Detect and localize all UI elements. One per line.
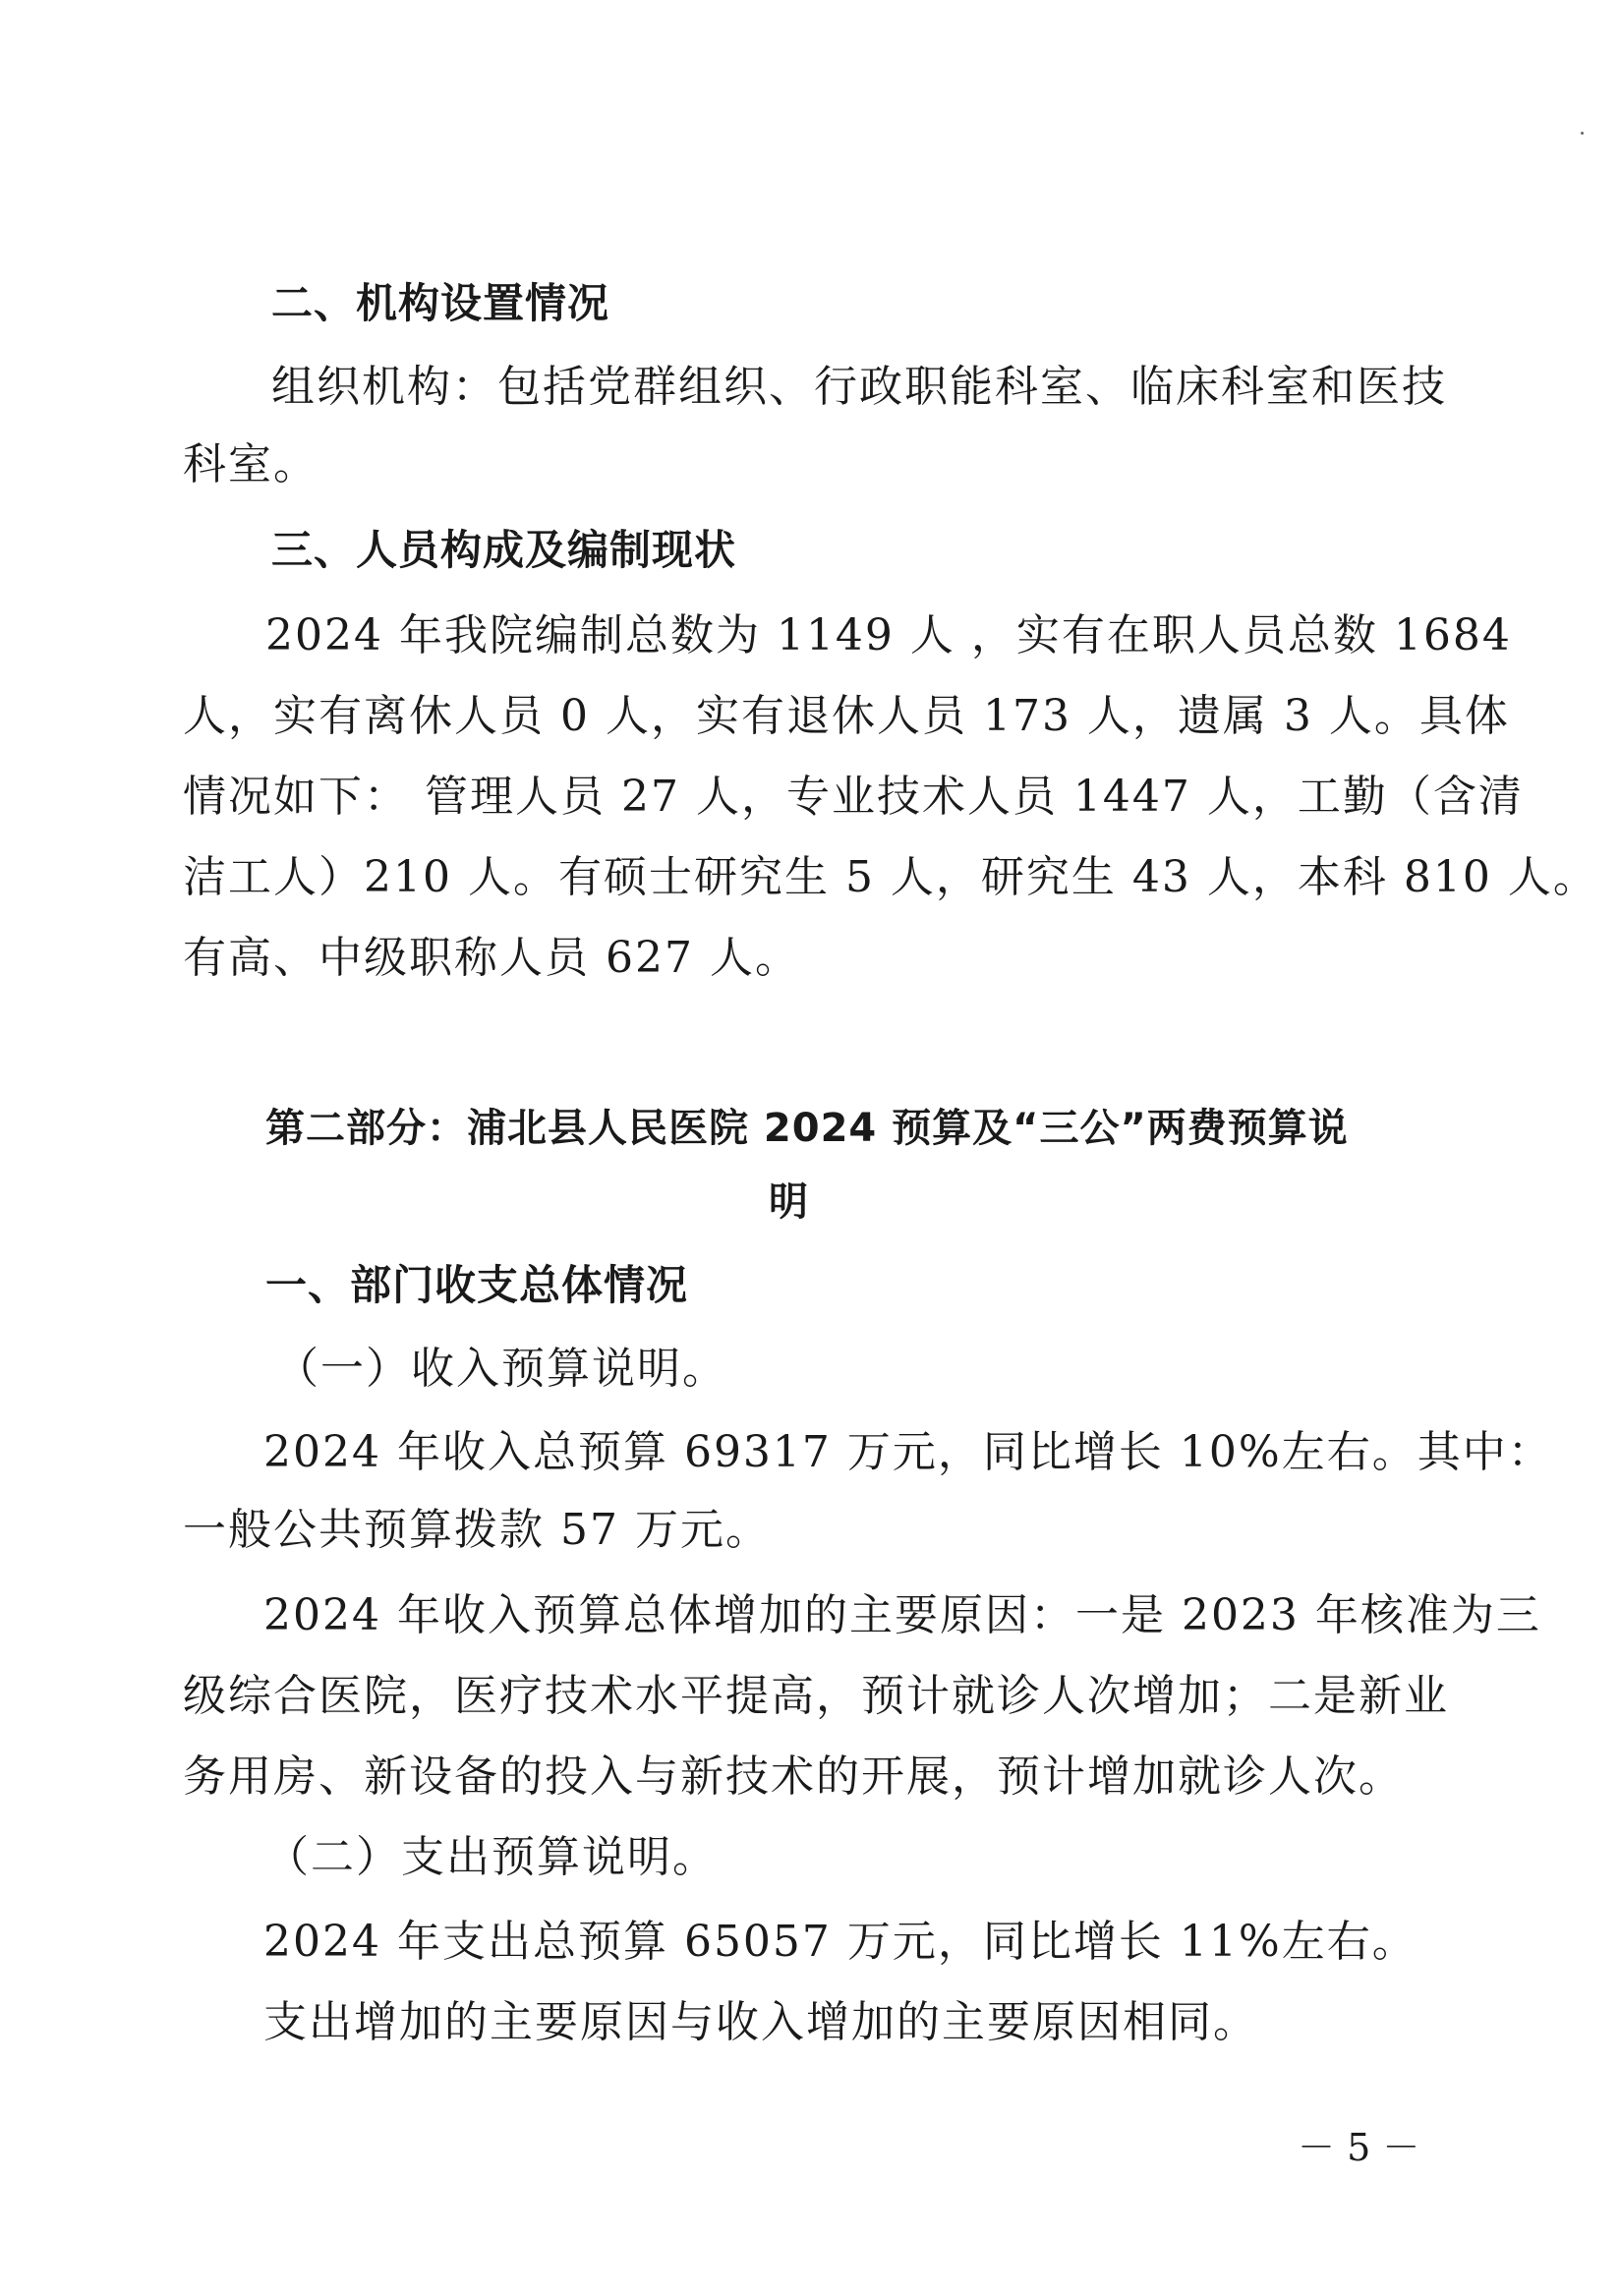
paragraph-line: 2024 年支出总预算 65057 万元，同比增长 11%左右。 <box>263 1917 1418 1967</box>
paragraph-line: 情况如下： 管理人员 27 人，专业技术人员 1447 人，工勤（含清 <box>183 772 1524 822</box>
scan-speck <box>1581 132 1584 135</box>
part-title-continuation: 明 <box>769 1179 809 1225</box>
paragraph-line: 2024 年收入预算总体增加的主要原因：一是 2023 年核准为三 <box>263 1590 1541 1640</box>
section-heading-overall: 一、部门收支总体情况 <box>265 1261 689 1309</box>
part-title: 第二部分：浦北县人民医院 2024 预算及“三公”两费预算说 <box>265 1106 1349 1151</box>
paragraph-line: 组织机构：包括党群组织、行政职能科室、临床科室和医技 <box>271 362 1447 412</box>
paragraph-line: 人，实有离休人员 0 人，实有退休人员 173 人，遗属 3 人。具体 <box>183 691 1510 741</box>
section-heading-staffing: 三、人员构成及编制现状 <box>271 526 737 574</box>
paragraph-line: 有高、中级职称人员 627 人。 <box>183 933 800 983</box>
paragraph-line: 2024 年收入总预算 69317 万元，同比增长 10%左右。其中： <box>263 1427 1553 1477</box>
subheading-income: （一）收入预算说明。 <box>275 1344 727 1394</box>
paragraph-line: 级综合医院，医疗技术水平提高，预计就诊人次增加；二是新业 <box>183 1671 1449 1721</box>
paragraph-line: 洁工人）210 人。有硕士研究生 5 人，研究生 43 人，本科 810 人。 <box>183 852 1598 902</box>
paragraph-line: 一般公共预算拨款 57 万元。 <box>183 1505 771 1555</box>
subheading-expense: （二）支出预算说明。 <box>265 1832 718 1882</box>
paragraph-line: 务用房、新设备的投入与新技术的开展，预计增加就诊人次。 <box>183 1751 1404 1802</box>
paragraph-line: 科室。 <box>183 439 318 489</box>
paragraph-line: 2024 年我院编制总数为 1149 人 ，实有在职人员总数 1684 <box>265 610 1512 660</box>
page-number: － 5 － <box>1298 2126 1420 2169</box>
section-heading-institution: 二、机构设置情况 <box>271 279 610 327</box>
paragraph-line: 支出增加的主要原因与收入增加的主要原因相同。 <box>263 1997 1258 2047</box>
